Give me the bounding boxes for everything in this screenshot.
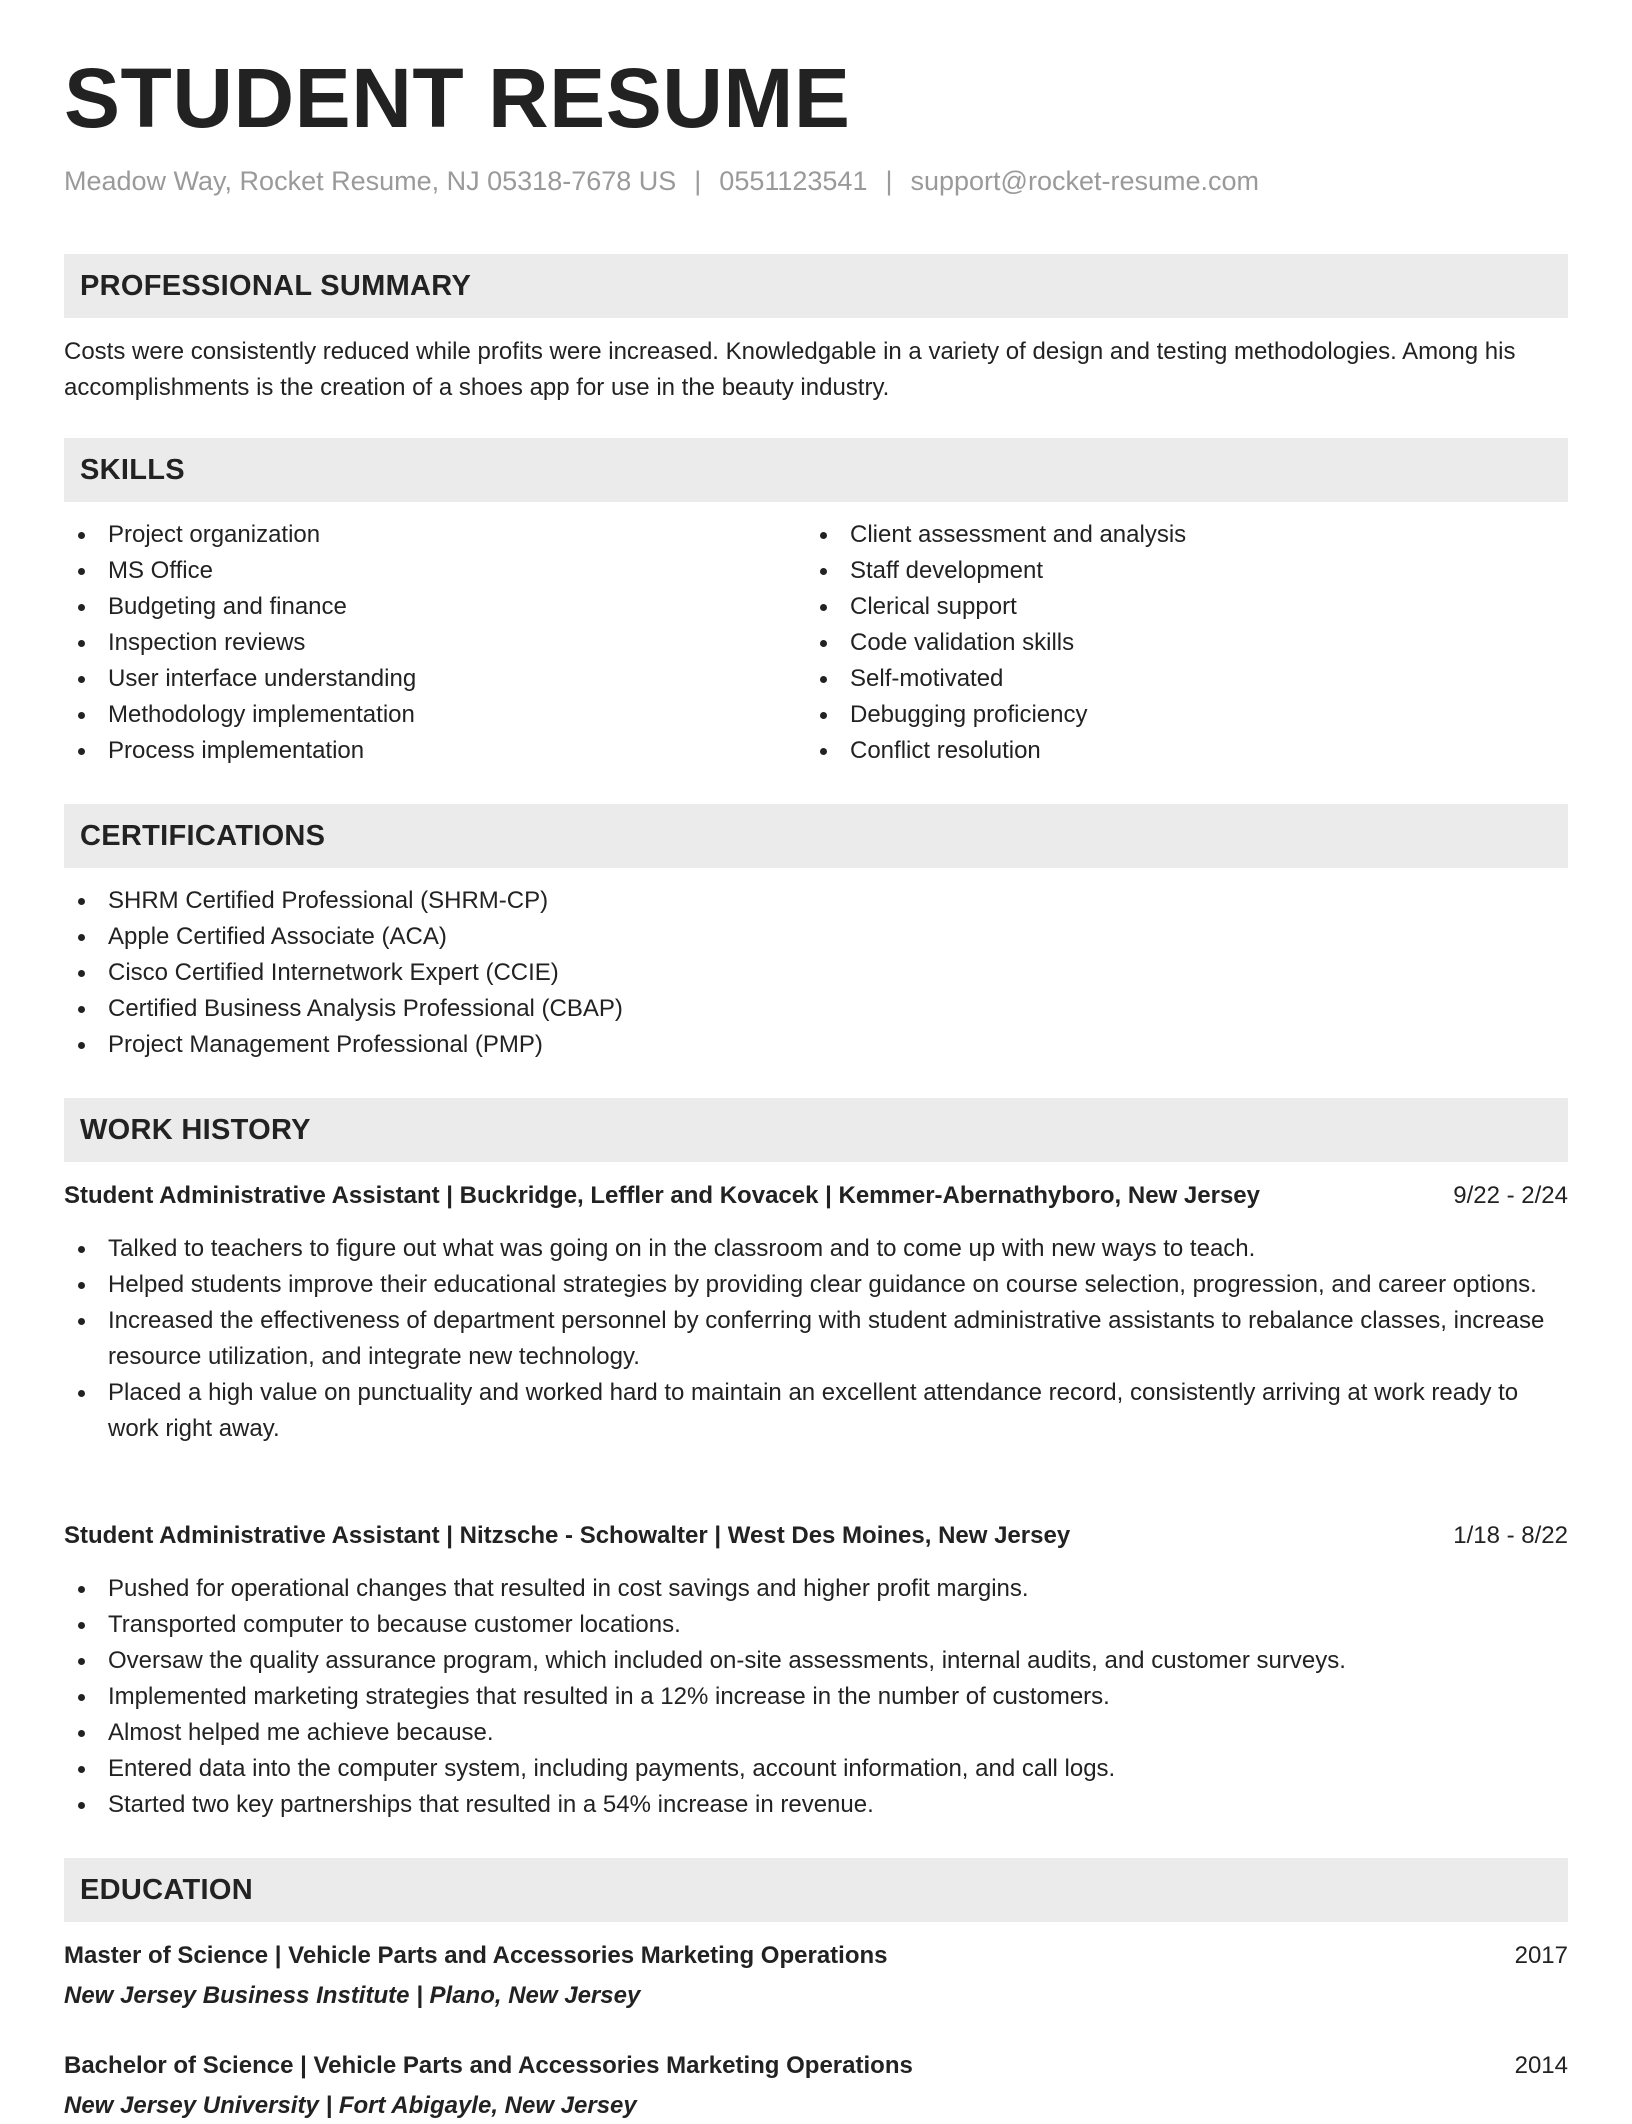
job-bullet: Implemented marketing strategies that resulted in a 12% increase in the number of customers. bbox=[64, 1679, 1568, 1715]
certification-item: Apple Certified Associate (ACA) bbox=[64, 919, 1568, 955]
contact-address: Meadow Way, Rocket Resume, NJ 05318-7678 US bbox=[64, 166, 677, 196]
certification-item: Certified Business Analysis Professional (CBAP) bbox=[64, 991, 1568, 1027]
skill-item: MS Office bbox=[64, 553, 764, 589]
summary-text: Costs were consistently reduced while profits were increased. Knowledgable in a variety of design and testing methodologies. Among his accomplishments is the creation of a shoes app for use in the beauty industry. bbox=[64, 338, 1516, 401]
job-bullet: Placed a high value on punctuality and worked hard to maintain an excellent attendance record, consistently arriving at work ready to work right away. bbox=[64, 1375, 1568, 1447]
skill-item: Client assessment and analysis bbox=[806, 517, 1506, 553]
job-bullet: Entered data into the computer system, including payments, account information, and call logs. bbox=[64, 1751, 1568, 1787]
skills-list-left bbox=[64, 517, 764, 769]
skill-item: User interface understanding bbox=[64, 661, 764, 697]
skill-item: Process implementation bbox=[64, 733, 764, 769]
skill-item: Conflict resolution bbox=[806, 733, 1506, 769]
resume-title: STUDENT RESUME bbox=[64, 51, 851, 145]
section-heading-certifications: CERTIFICATIONS bbox=[64, 804, 1568, 868]
job-bullets bbox=[64, 1231, 1568, 1447]
degree-title: Bachelor of Science | Vehicle Parts and Accessories Marketing Operations bbox=[64, 2052, 913, 2079]
degree-year: 2014 bbox=[1514, 2052, 1568, 2079]
contact-phone: 0551123541 bbox=[719, 166, 868, 196]
school-name: New Jersey Business Institute | Plano, New Jersey bbox=[64, 1982, 641, 2009]
certifications-list bbox=[64, 883, 1568, 1063]
job-bullet: Almost helped me achieve because. bbox=[64, 1715, 1568, 1751]
degree-year: 2017 bbox=[1514, 1942, 1568, 1969]
skill-item: Staff development bbox=[806, 553, 1506, 589]
job-bullet: Oversaw the quality assurance program, which included on-site assessments, internal audits, and customer surveys. bbox=[64, 1643, 1568, 1679]
job-dates: 9/22 - 2/24 bbox=[1453, 1182, 1568, 1209]
job-bullet: Talked to teachers to figure out what was going on in the classroom and to come up with new ways to teach. bbox=[64, 1231, 1568, 1267]
job-title: Student Administrative Assistant | Buckridge, Leffler and Kovacek | Kemmer-Abernathyboro, New Jersey bbox=[64, 1182, 1260, 1209]
section-heading-summary: PROFESSIONAL SUMMARY bbox=[64, 254, 1568, 318]
skill-item: Code validation skills bbox=[806, 625, 1506, 661]
section-heading-work-history: WORK HISTORY bbox=[64, 1098, 1568, 1162]
certification-item: SHRM Certified Professional (SHRM-CP) bbox=[64, 883, 1568, 919]
contact-email[interactable]: support@rocket-resume.com bbox=[910, 166, 1260, 196]
skill-item: Clerical support bbox=[806, 589, 1506, 625]
skill-item: Budgeting and finance bbox=[64, 589, 764, 625]
section-heading-skills: SKILLS bbox=[64, 438, 1568, 502]
job-bullet: Started two key partnerships that resulted in a 54% increase in revenue. bbox=[64, 1787, 1568, 1823]
job-bullets bbox=[64, 1571, 1568, 1823]
certification-item: Project Management Professional (PMP) bbox=[64, 1027, 1568, 1063]
skill-item: Inspection reviews bbox=[64, 625, 764, 661]
job-bullet: Helped students improve their educational strategies by providing clear guidance on course selection, progression, and career options. bbox=[64, 1267, 1568, 1303]
contact-separator: | bbox=[694, 166, 702, 196]
skill-item: Self-motivated bbox=[806, 661, 1506, 697]
job-dates: 1/18 - 8/22 bbox=[1453, 1522, 1568, 1549]
degree-title: Master of Science | Vehicle Parts and Accessories Marketing Operations bbox=[64, 1942, 888, 1969]
job-bullet: Pushed for operational changes that resulted in cost savings and higher profit margins. bbox=[64, 1571, 1568, 1607]
skill-item: Methodology implementation bbox=[64, 697, 764, 733]
skill-item: Debugging proficiency bbox=[806, 697, 1506, 733]
certification-item: Cisco Certified Internetwork Expert (CCIE) bbox=[64, 955, 1568, 991]
skills-list-right bbox=[806, 517, 1506, 769]
contact-line bbox=[64, 166, 1259, 197]
school-name: New Jersey University | Fort Abigayle, New Jersey bbox=[64, 2092, 637, 2119]
job-title: Student Administrative Assistant | Nitzsche - Schowalter | West Des Moines, New Jersey bbox=[64, 1522, 1071, 1549]
job-bullet: Transported computer to because customer locations. bbox=[64, 1607, 1568, 1643]
skill-item: Project organization bbox=[64, 517, 764, 553]
section-heading-education: EDUCATION bbox=[64, 1858, 1568, 1922]
job-bullet: Increased the effectiveness of department personnel by conferring with student administrative assistants to rebalance classes, increase resource utilization, and integrate new technology. bbox=[64, 1303, 1568, 1375]
contact-separator: | bbox=[885, 166, 893, 196]
